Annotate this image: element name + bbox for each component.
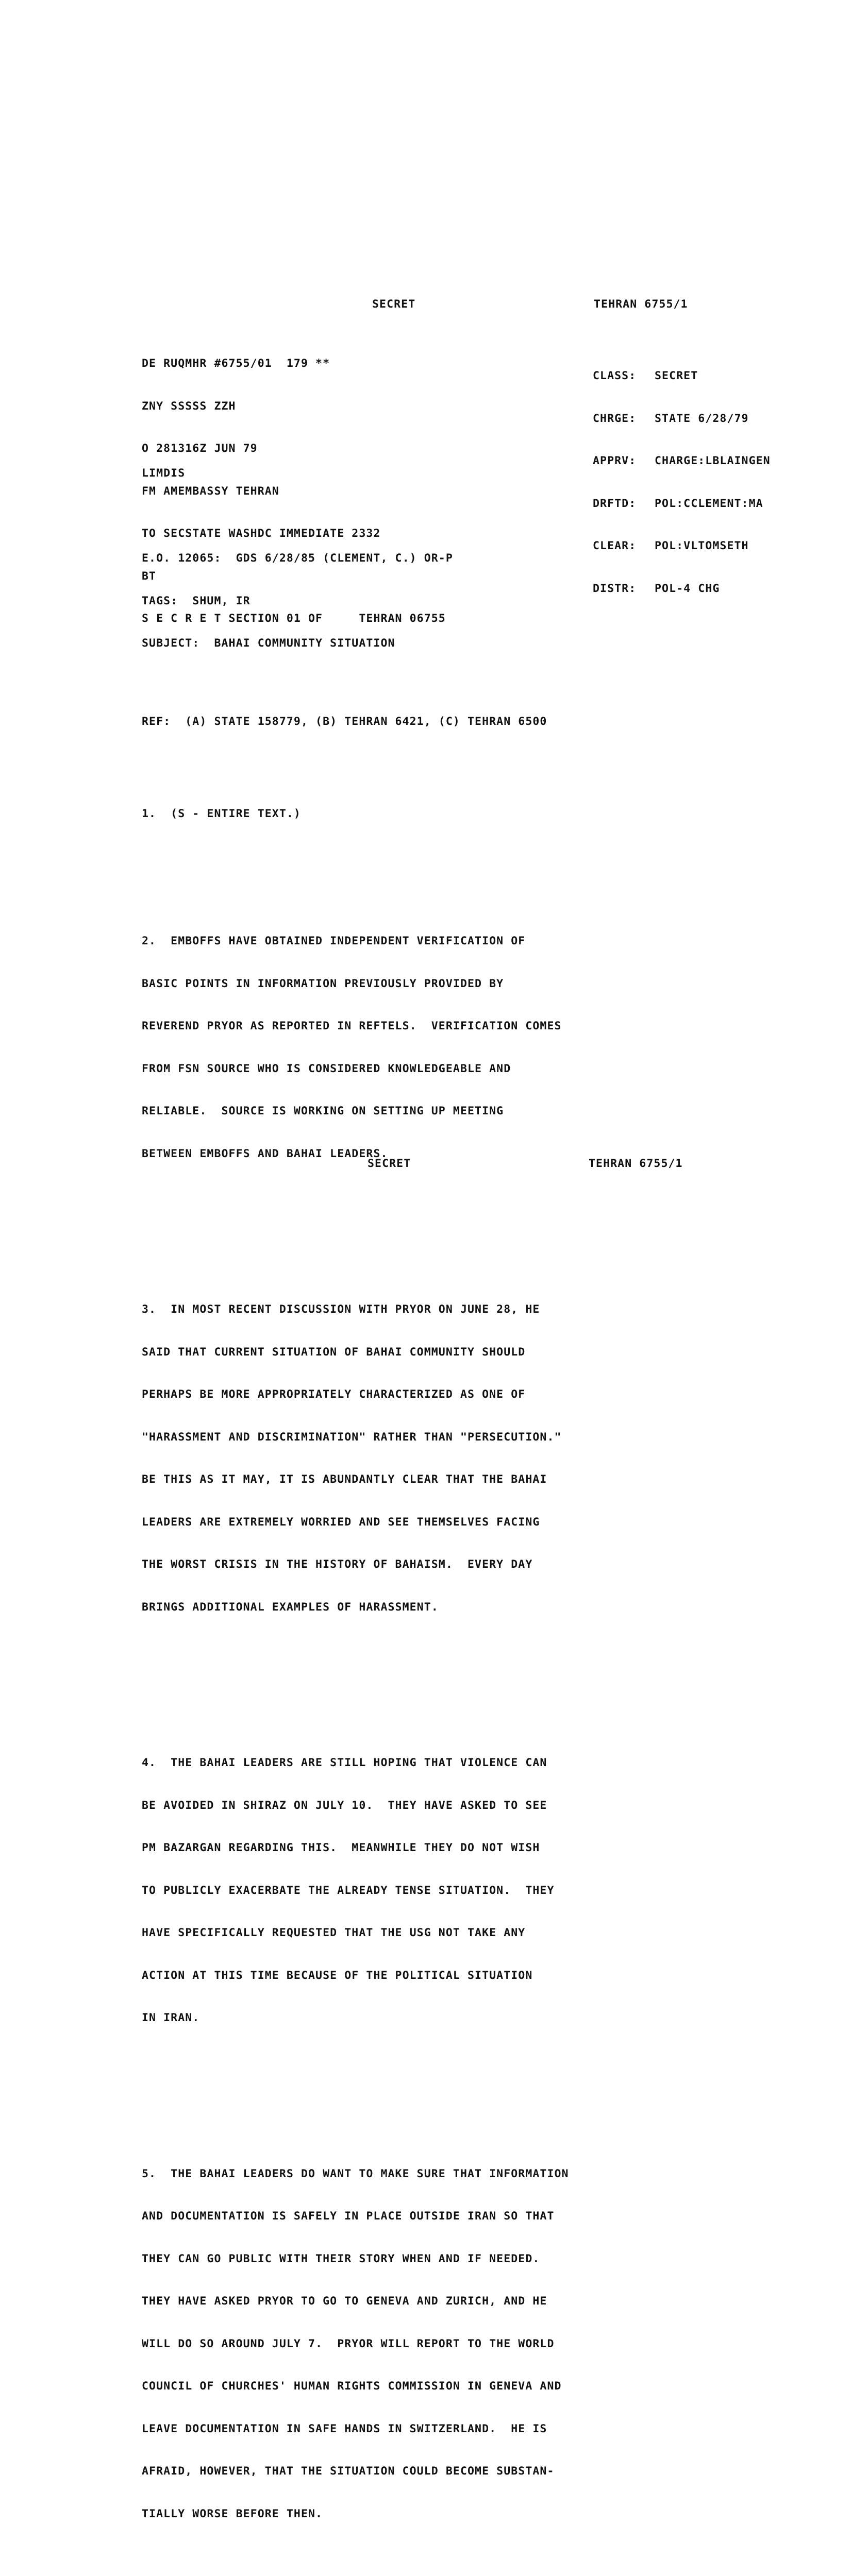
- paragraph-line: BE AVOIDED IN SHIRAZ ON JULY 10. THEY HAVE ASKED TO SEE: [142, 1799, 547, 1812]
- paragraph-line: TO PUBLICLY EXACERBATE THE ALREADY TENSE SITUATION. THEY: [142, 1884, 555, 1897]
- class-row-label: CHRGE:: [593, 412, 637, 425]
- class-row-label: APPRV:: [593, 454, 637, 467]
- paragraph-line: PM BAZARGAN REGARDING THIS. MEANWHILE THEY DO NOT WISH: [142, 1841, 540, 1854]
- paragraph-line: "HARASSMENT AND DISCRIMINATION" RATHER THAN "PERSECUTION.": [142, 1430, 562, 1444]
- paragraph-3: [142, 1274, 667, 1642]
- section-line: S E C R E T SECTION 01 OF TEHRAN 06755: [142, 612, 446, 625]
- class-row-value: CHARGE:LBLAINGEN: [655, 454, 771, 467]
- paragraph-line: THE WORST CRISIS IN THE HISTORY OF BAHAISM. EVERY DAY: [142, 1558, 533, 1571]
- paragraph-line: 3. IN MOST RECENT DISCUSSION WITH PRYOR ON JUNE 28, HE: [142, 1303, 540, 1316]
- paragraph-line: IN IRAN.: [142, 2011, 200, 2024]
- class-row-label: CLASS:: [593, 369, 637, 382]
- cable-body: [142, 438, 667, 2576]
- paragraph-line: BETWEEN EMBOFFS AND BAHAI LEADERS.: [142, 1147, 388, 1160]
- routing-line: DE RUQMHR #6755/01 179 **: [142, 357, 330, 370]
- paragraph-line: 4. THE BAHAI LEADERS ARE STILL HOPING THAT VIOLENCE CAN: [142, 1756, 547, 1769]
- ref-line: REF: (A) STATE 158779, (B) TEHRAN 6421, (C) TEHRAN 6500: [142, 715, 547, 728]
- routing-line: TO SECSTATE WASHDC IMMEDIATE 2332: [142, 527, 381, 540]
- class-row-value: POL:CCLEMENT:MA: [655, 497, 763, 510]
- paragraph-line: COUNCIL OF CHURCHES' HUMAN RIGHTS COMMISSION IN GENEVA AND: [142, 2380, 562, 2393]
- paragraph-line: LEAVE DOCUMENTATION IN SAFE HANDS IN SWITZERLAND. HE IS: [142, 2422, 547, 2435]
- paragraph-line: THEY CAN GO PUBLIC WITH THEIR STORY WHEN AND IF NEEDED.: [142, 2252, 540, 2265]
- paragraph-line: THEY HAVE ASKED PRYOR TO GO TO GENEVA AND ZURICH, AND HE: [142, 2295, 547, 2308]
- class-row-label: DISTR:: [593, 582, 637, 595]
- paragraph-line: REVEREND PRYOR AS REPORTED IN REFTELS. VERIFICATION COMES: [142, 1020, 562, 1032]
- subject-line: SUBJECT: BAHAI COMMUNITY SITUATION: [142, 637, 395, 650]
- header-classification: SECRET: [372, 298, 416, 311]
- class-row-label: CLEAR:: [593, 539, 637, 552]
- paragraph-4: [142, 1727, 667, 2054]
- paragraph-line: BRINGS ADDITIONAL EXAMPLES OF HARASSMENT.: [142, 1600, 439, 1614]
- paragraph-line: BASIC POINTS IN INFORMATION PREVIOUSLY PROVIDED BY: [142, 977, 504, 990]
- paragraph-line: SAID THAT CURRENT SITUATION OF BAHAI COMMUNITY SHOULD: [142, 1345, 526, 1359]
- class-row-value: POL-4 CHG: [655, 582, 720, 595]
- paragraph-line: BE THIS AS IT MAY, IT IS ABUNDANTLY CLEAR THAT THE BAHAI: [142, 1473, 547, 1486]
- class-row-value: STATE 6/28/79: [655, 412, 749, 425]
- tags-line: TAGS: SHUM, IR: [142, 594, 251, 607]
- class-row: [593, 412, 866, 426]
- footer-classification: SECRET: [368, 1157, 411, 1170]
- paragraph-line: PERHAPS BE MORE APPROPRIATELY CHARACTERIZED AS ONE OF: [142, 1388, 526, 1401]
- handling-caption: LIMDIS: [142, 467, 186, 480]
- header-reference: TEHRAN 6755/1: [594, 298, 688, 311]
- routing-line: BT: [142, 569, 157, 583]
- paragraph-1-line: 1. (S - ENTIRE TEXT.): [142, 807, 301, 820]
- class-row-value: POL:VLTOMSETH: [655, 539, 749, 552]
- paragraph-line: ACTION AT THIS TIME BECAUSE OF THE POLITICAL SITUATION: [142, 1969, 533, 1982]
- routing-line: FM AMEMBASSY TEHRAN: [142, 484, 279, 498]
- routing-line: ZNY SSSSS ZZH: [142, 399, 236, 413]
- paragraph-line: 5. THE BAHAI LEADERS DO WANT TO MAKE SURE THAT INFORMATION: [142, 2167, 569, 2180]
- class-row-label: DRFTD:: [593, 497, 637, 510]
- paragraph-line: AFRAID, HOWEVER, THAT THE SITUATION COULD BECOME SUBSTAN-: [142, 2465, 555, 2478]
- paragraph-line: TIALLY WORSE BEFORE THEN.: [142, 2507, 323, 2520]
- paragraph-line: AND DOCUMENTATION IS SAFELY IN PLACE OUTSIDE IRAN SO THAT: [142, 2210, 555, 2223]
- footer-reference: TEHRAN 6755/1: [589, 1157, 683, 1170]
- class-row: [593, 369, 866, 383]
- routing-line: O 281316Z JUN 79: [142, 442, 258, 455]
- eo-line: E.O. 12065: GDS 6/28/85 (CLEMENT, C.) OR-P: [142, 552, 453, 565]
- class-row-value: SECRET: [655, 369, 698, 382]
- paragraph-line: WILL DO SO AROUND JULY 7. PRYOR WILL REPORT TO THE WORLD: [142, 2337, 555, 2350]
- paragraph-line: 2. EMBOFFS HAVE OBTAINED INDEPENDENT VERIFICATION OF: [142, 935, 526, 947]
- paragraph-2: [142, 906, 667, 1189]
- paragraph-5: [142, 2139, 667, 2550]
- paragraph-line: RELIABLE. SOURCE IS WORKING ON SETTING UP MEETING: [142, 1105, 504, 1117]
- paragraph-line: HAVE SPECIFICALLY REQUESTED THAT THE USG NOT TAKE ANY: [142, 1926, 526, 1939]
- paragraph-line: LEADERS ARE EXTREMELY WORRIED AND SEE THEMSELVES FACING: [142, 1515, 540, 1529]
- paragraph-line: FROM FSN SOURCE WHO IS CONSIDERED KNOWLEDGEABLE AND: [142, 1062, 511, 1075]
